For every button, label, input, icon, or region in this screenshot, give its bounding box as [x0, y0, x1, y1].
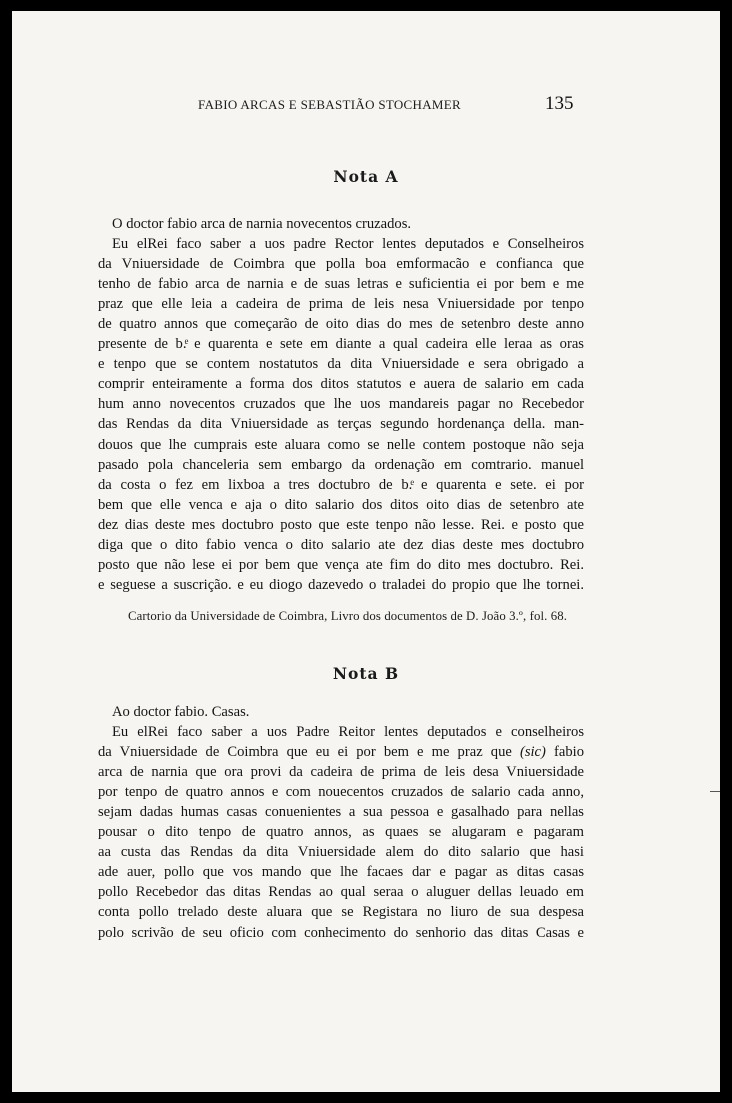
- running-header: [12, 93, 720, 117]
- note-b-line: ade auer, pollo que vos mando que lhe facaes dar e pagar as ditas casas: [98, 864, 584, 881]
- note-a-line: dez dias deste mes doctubro posto que este tenpo não lesse. Rei. e posto que: [98, 516, 584, 533]
- note-a-line: e tenpo que se contem nostatutos da dita Vniuersidade e sera obrigado a: [98, 356, 584, 373]
- note-a-body: [98, 214, 584, 595]
- note-a-line: posto que não lese ei por bem que vença ate fim do dito mes doctubro. Rei.: [98, 556, 584, 573]
- note-a-citation: Cartorio da Universidade de Coimbra, Livro dos documentos de D. João 3.º, fol. 68.: [128, 609, 568, 623]
- note-b-line: pollo Recebedor das ditas Rendas ao qual seraa o aluguer dellas leuado em: [98, 884, 584, 901]
- note-a-line: Eu elRei faco saber a uos padre Rector lentes deputados e Conselheiros: [112, 236, 584, 253]
- note-a-line: diga que o dito fabio venca o dito salario ate dez dias deste mes doctubro: [98, 536, 584, 553]
- note-b-line: arca de narnia que ora provi da cadeira de prima de leis desa Vniuersidade: [98, 764, 584, 781]
- note-a-line: tenho de fabio arca de narnia e de suas letras e suficientia ei por bem e me: [98, 276, 584, 293]
- note-a-line: das Rendas da dita Vniuersidade as terças segundo hordenança della. man-: [98, 416, 584, 433]
- note-b-body: [98, 702, 584, 943]
- note-b-line: conta pollo trelado deste aluara que se Registara no liuro de sua despesa: [98, 904, 584, 921]
- sic-annotation: (sic): [519, 744, 546, 761]
- note-a-line: pasado pola chanceleria sem embargo da ordenação em comtrario. manuel: [98, 456, 584, 473]
- note-a-title-line: O doctor fabio arca de narnia novecentos cruzados.: [112, 216, 412, 232]
- note-a-line: douos que lhe cumprais este aluara como se nelle contem postoque não seja: [98, 436, 584, 453]
- margin-mark: [710, 791, 720, 792]
- page-number: 135: [545, 93, 574, 114]
- note-a-heading: Nota A: [333, 167, 399, 186]
- note-a-line: de quatro annos que começarão de oito dias do mes de setenbro deste anno: [98, 316, 584, 333]
- note-b-line: Eu elRei faco saber a uos Padre Reitor lentes deputados e conselheiros: [112, 724, 584, 741]
- note-a-line: presente de b.ͤ e quarenta e sete em diante a qual cadeira elle leraa as oras: [98, 336, 584, 353]
- note-a-line: comprir enteiramente a forma dos ditos statutos e auera de salario em cada: [98, 376, 584, 393]
- note-a-line: hum anno novecentos cruzados que lhe uos mandareis pagar no Recebedor: [98, 396, 584, 413]
- note-a-line: praz que elle leia a cadeira de prima de leis nesa Vniuersidade por tenpo: [98, 296, 584, 313]
- note-b-line: por tenpo de quatro annos e com nouecentos cruzados de salario cada anno,: [98, 784, 584, 801]
- note-b-heading: Nota B: [332, 664, 400, 683]
- note-a-line: e seguese a suscrição. e eu diogo dazevedo o traladei do propio que lhe tornei.: [98, 576, 584, 593]
- note-a-line: bem que elle venca e aja o dito salario dos ditos oito dias de setenbro ate: [98, 496, 584, 513]
- note-a-line: da costa o fez em lixboa a tres doctubro de b.ͤ e quarenta e sete. ei por: [98, 476, 584, 493]
- note-b-line: polo scrivão de seu oficio com conhecimento do senhorio das ditas Casas e: [98, 924, 584, 941]
- running-title: FABIO ARCAS E SEBASTIÃO STOCHAMER: [198, 97, 461, 112]
- note-b-line: sejam dadas humas casas conuenientes a sua pessoa e gasalhado para nellas: [98, 804, 584, 821]
- note-b-line-2-after: fabio: [554, 744, 584, 761]
- note-a-line: da Vniuersidade de Coimbra que polla boa emformacão e confianca que: [98, 256, 584, 273]
- note-b-title-line: Ao doctor fabio. Casas.: [112, 704, 250, 720]
- document-page: [12, 11, 720, 1092]
- note-b-line: aa custa das Rendas da dita Vniuersidade alem do dito salario que hasi: [98, 844, 584, 861]
- note-b-line: pousar o dito tenpo de quatro annos, as quaes se alugaram e pagaram: [98, 824, 584, 841]
- note-b-line-with-sic: [98, 742, 584, 762]
- note-b-line-2-before: da Vniuersidade de Coimbra que eu ei por bem e me praz que: [98, 744, 512, 761]
